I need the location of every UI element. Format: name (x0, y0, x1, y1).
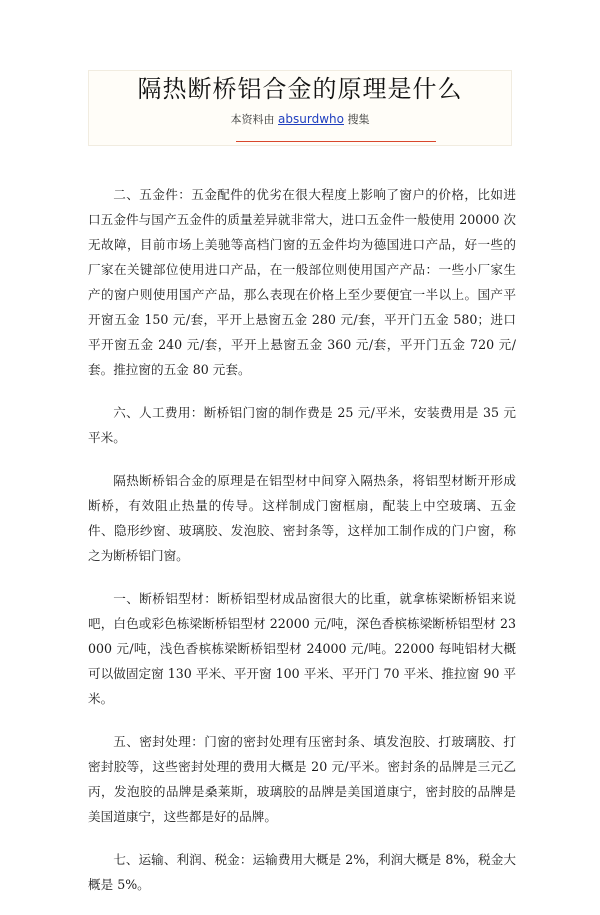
author-link[interactable]: absurdwho (278, 112, 344, 126)
paragraph-labor: 六、人工费用：断桥铝门窗的制作费是 25 元/平米，安装费用是 35 元平米。 (88, 405, 516, 445)
page-title: 隔热断桥铝合金的原理是什么 (137, 75, 463, 103)
paragraph-sealing: 五、密封处理：门窗的密封处理有压密封条、填发泡胶、打玻璃胶、打密封胶等，这些密封处理的费用大概是 20 元/平米。密封条的品牌是三元乙丙，发泡胶的品牌是桑莱斯，玻璃胶的品牌是美国道康宁，密封胶的品牌是美国道康宁，这些都是好的品牌。 (88, 734, 516, 824)
paragraph-hardware: 二、五金件：五金配件的优劣在很大程度上影响了窗户的价格，比如进口五金件与国产五金件的质量差异就非常大，进口五金件一般使用 20000 次无故障，目前市场上美驰等高档门窗的五金件均为德国进口产品，好一些的厂家在关键部位使用进口产品，在一般部位则使用国产产品：一些小厂家生产的窗户则使用国产产品，那么表现在价格上至少要便宜一半以上。国产平开窗五金 150 元/套，平开上悬窗五金 280 元/套，平开门五金 580；进口平开窗五金 240 元/套，平开上悬窗五金 360 元/套，平开门五金 720 元/套。推拉窗的五金 80 元套。 (88, 187, 516, 377)
article-body (88, 182, 516, 915)
source-attribution (0, 111, 600, 128)
paragraph-transport: 七、运输、利润、税金：运输费用大概是 2%，利润大概是 8%，税金大概是 5%。 (88, 852, 516, 892)
paragraph-principle: 隔热断桥铝合金的原理是在铝型材中间穿入隔热条，将铝型材断开形成断桥，有效阻止热量的传导。这样制成门窗框扇，配装上中空玻璃、五金件、隐形纱窗、玻璃胶、发泡胶、密封条等，这样加工制作成的门户窗，称之为断桥铝门窗。 (88, 473, 516, 563)
paragraph-profile: 一、断桥铝型材：断桥铝型材成品窗很大的比重，就拿栋梁断桥铝来说吧，白色或彩色栋梁断桥铝型材 22000 元/吨，深色香槟栋梁断桥铝型材 23000 元/吨，浅色香槟栋梁断桥铝型材 24000 元/吨。22000 每吨铝材大概可以做固定窗 130 平米、平开窗 100 平米、平开门 70 平米、推拉窗 90 平米。 (88, 591, 516, 706)
source-suffix: 搜集 (347, 113, 370, 126)
title-divider (236, 141, 436, 142)
source-prefix: 本资料由 (230, 113, 275, 126)
